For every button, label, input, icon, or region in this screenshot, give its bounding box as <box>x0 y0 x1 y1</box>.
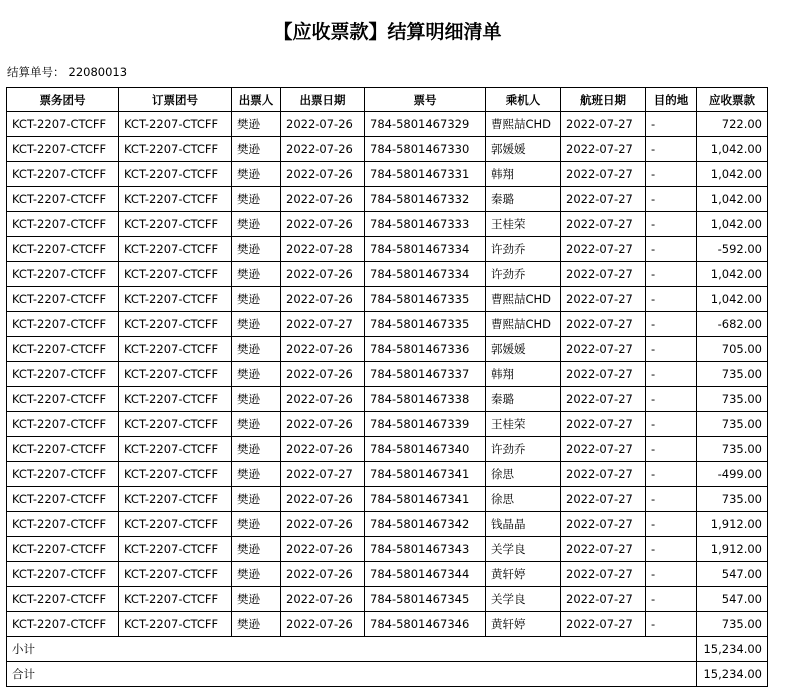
issue-date-cell: 2022-07-26 <box>281 112 365 137</box>
table-row <box>7 512 768 537</box>
issuer-cell: 樊逊 <box>232 137 281 162</box>
destination-cell: - <box>646 537 697 562</box>
ticket-number-cell: 784-5801467343 <box>365 537 486 562</box>
ticket-number-cell: 784-5801467345 <box>365 587 486 612</box>
settlement-number-label: 结算单号： <box>7 65 65 79</box>
issuer-cell: 樊逊 <box>232 112 281 137</box>
flight-date-cell: 2022-07-27 <box>561 362 646 387</box>
destination-cell: - <box>646 587 697 612</box>
destination-cell: - <box>646 312 697 337</box>
passenger-cell: 秦璐 <box>486 387 561 412</box>
receivable-cell: -682.00 <box>697 312 768 337</box>
passenger-cell: 钱晶晶 <box>486 512 561 537</box>
booking-group-cell: KCT-2207-CTCFF <box>119 162 232 187</box>
passenger-cell: 王桂荣 <box>486 412 561 437</box>
table-row <box>7 137 768 162</box>
receivable-cell: 1,042.00 <box>697 262 768 287</box>
receivable-cell: 547.00 <box>697 587 768 612</box>
issue-date-cell: 2022-07-28 <box>281 237 365 262</box>
receivable-cell: 722.00 <box>697 112 768 137</box>
destination-cell: - <box>646 512 697 537</box>
destination-cell: - <box>646 112 697 137</box>
column-header-booking-group: 订票团号 <box>119 88 232 112</box>
destination-cell: - <box>646 462 697 487</box>
destination-cell: - <box>646 237 697 262</box>
total-label: 合计 <box>7 662 697 687</box>
passenger-cell: 关学良 <box>486 587 561 612</box>
destination-cell: - <box>646 387 697 412</box>
destination-cell: - <box>646 362 697 387</box>
passenger-cell: 曹熙喆CHD <box>486 312 561 337</box>
ticket-number-cell: 784-5801467329 <box>365 112 486 137</box>
ticket-group-cell: KCT-2207-CTCFF <box>7 487 119 512</box>
destination-cell: - <box>646 612 697 637</box>
issuer-cell: 樊逊 <box>232 212 281 237</box>
issue-date-cell: 2022-07-26 <box>281 412 365 437</box>
column-header-destination: 目的地 <box>646 88 697 112</box>
issuer-cell: 樊逊 <box>232 262 281 287</box>
destination-cell: - <box>646 412 697 437</box>
table-row <box>7 387 768 412</box>
issuer-cell: 樊逊 <box>232 537 281 562</box>
booking-group-cell: KCT-2207-CTCFF <box>119 362 232 387</box>
passenger-cell: 许劲乔 <box>486 262 561 287</box>
flight-date-cell: 2022-07-27 <box>561 112 646 137</box>
booking-group-cell: KCT-2207-CTCFF <box>119 387 232 412</box>
issue-date-cell: 2022-07-26 <box>281 437 365 462</box>
table-row <box>7 412 768 437</box>
table-row <box>7 487 768 512</box>
passenger-cell: 王桂荣 <box>486 212 561 237</box>
destination-cell: - <box>646 137 697 162</box>
ticket-group-cell: KCT-2207-CTCFF <box>7 262 119 287</box>
table-row <box>7 437 768 462</box>
receivable-cell: -592.00 <box>697 237 768 262</box>
table-row <box>7 612 768 637</box>
page-title: 【应收票款】结算明细清单 <box>273 21 502 43</box>
issue-date-cell: 2022-07-26 <box>281 487 365 512</box>
receivable-cell: 735.00 <box>697 387 768 412</box>
column-header-receivable: 应收票款 <box>697 88 768 112</box>
destination-cell: - <box>646 162 697 187</box>
booking-group-cell: KCT-2207-CTCFF <box>119 487 232 512</box>
ticket-number-cell: 784-5801467346 <box>365 612 486 637</box>
ticket-number-cell: 784-5801467332 <box>365 187 486 212</box>
column-header-flight-date: 航班日期 <box>561 88 646 112</box>
ticket-number-cell: 784-5801467341 <box>365 462 486 487</box>
ticket-number-cell: 784-5801467334 <box>365 262 486 287</box>
destination-cell: - <box>646 487 697 512</box>
issuer-cell: 樊逊 <box>232 587 281 612</box>
passenger-cell: 徐思 <box>486 487 561 512</box>
table-body <box>7 112 768 637</box>
issue-date-cell: 2022-07-26 <box>281 187 365 212</box>
issue-date-cell: 2022-07-26 <box>281 337 365 362</box>
passenger-cell: 关学良 <box>486 537 561 562</box>
total-row <box>7 662 768 687</box>
subtotal-value: 15,234.00 <box>697 637 768 662</box>
issuer-cell: 樊逊 <box>232 362 281 387</box>
table-row <box>7 237 768 262</box>
issuer-cell: 樊逊 <box>232 562 281 587</box>
ticket-number-cell: 784-5801467341 <box>365 487 486 512</box>
ticket-group-cell: KCT-2207-CTCFF <box>7 562 119 587</box>
flight-date-cell: 2022-07-27 <box>561 337 646 362</box>
issuer-cell: 樊逊 <box>232 237 281 262</box>
flight-date-cell: 2022-07-27 <box>561 412 646 437</box>
ticket-group-cell: KCT-2207-CTCFF <box>7 387 119 412</box>
destination-cell: - <box>646 562 697 587</box>
issue-date-cell: 2022-07-26 <box>281 162 365 187</box>
issue-date-cell: 2022-07-26 <box>281 212 365 237</box>
subtotal-row <box>7 637 768 662</box>
table-row <box>7 337 768 362</box>
issuer-cell: 樊逊 <box>232 487 281 512</box>
receivable-cell: 1,042.00 <box>697 212 768 237</box>
flight-date-cell: 2022-07-27 <box>561 187 646 212</box>
booking-group-cell: KCT-2207-CTCFF <box>119 562 232 587</box>
ticket-group-cell: KCT-2207-CTCFF <box>7 412 119 437</box>
table-row <box>7 212 768 237</box>
issuer-cell: 樊逊 <box>232 412 281 437</box>
issuer-cell: 樊逊 <box>232 337 281 362</box>
issue-date-cell: 2022-07-26 <box>281 137 365 162</box>
ticket-number-cell: 784-5801467339 <box>365 412 486 437</box>
destination-cell: - <box>646 212 697 237</box>
issue-date-cell: 2022-07-27 <box>281 312 365 337</box>
booking-group-cell: KCT-2207-CTCFF <box>119 537 232 562</box>
destination-cell: - <box>646 437 697 462</box>
flight-date-cell: 2022-07-27 <box>561 312 646 337</box>
ticket-group-cell: KCT-2207-CTCFF <box>7 212 119 237</box>
receivable-cell: 1,912.00 <box>697 537 768 562</box>
destination-cell: - <box>646 337 697 362</box>
booking-group-cell: KCT-2207-CTCFF <box>119 462 232 487</box>
flight-date-cell: 2022-07-27 <box>561 487 646 512</box>
issue-date-cell: 2022-07-26 <box>281 612 365 637</box>
ticket-group-cell: KCT-2207-CTCFF <box>7 612 119 637</box>
booking-group-cell: KCT-2207-CTCFF <box>119 212 232 237</box>
receivable-cell: 735.00 <box>697 487 768 512</box>
ticket-group-cell: KCT-2207-CTCFF <box>7 362 119 387</box>
column-header-passenger: 乘机人 <box>486 88 561 112</box>
ticket-number-cell: 784-5801467337 <box>365 362 486 387</box>
settlement-detail-table <box>6 87 768 687</box>
passenger-cell: 韩翔 <box>486 162 561 187</box>
receivable-cell: 547.00 <box>697 562 768 587</box>
passenger-cell: 黄轩婷 <box>486 562 561 587</box>
column-header-issue-date: 出票日期 <box>281 88 365 112</box>
ticket-group-cell: KCT-2207-CTCFF <box>7 587 119 612</box>
issuer-cell: 樊逊 <box>232 187 281 212</box>
issue-date-cell: 2022-07-26 <box>281 262 365 287</box>
settlement-number-value: 22080013 <box>68 65 128 79</box>
issuer-cell: 樊逊 <box>232 287 281 312</box>
ticket-number-cell: 784-5801467338 <box>365 387 486 412</box>
table-row <box>7 287 768 312</box>
issuer-cell: 樊逊 <box>232 462 281 487</box>
flight-date-cell: 2022-07-27 <box>561 237 646 262</box>
flight-date-cell: 2022-07-27 <box>561 562 646 587</box>
flight-date-cell: 2022-07-27 <box>561 537 646 562</box>
flight-date-cell: 2022-07-27 <box>561 287 646 312</box>
ticket-group-cell: KCT-2207-CTCFF <box>7 187 119 212</box>
table-row <box>7 162 768 187</box>
ticket-group-cell: KCT-2207-CTCFF <box>7 162 119 187</box>
issuer-cell: 樊逊 <box>232 437 281 462</box>
booking-group-cell: KCT-2207-CTCFF <box>119 112 232 137</box>
ticket-group-cell: KCT-2207-CTCFF <box>7 112 119 137</box>
table-header-row <box>7 88 768 112</box>
destination-cell: - <box>646 262 697 287</box>
ticket-group-cell: KCT-2207-CTCFF <box>7 537 119 562</box>
settlement-number <box>7 64 127 80</box>
receivable-cell: 1,042.00 <box>697 137 768 162</box>
flight-date-cell: 2022-07-27 <box>561 212 646 237</box>
passenger-cell: 许劲乔 <box>486 437 561 462</box>
destination-cell: - <box>646 187 697 212</box>
booking-group-cell: KCT-2207-CTCFF <box>119 312 232 337</box>
ticket-number-cell: 784-5801467340 <box>365 437 486 462</box>
ticket-number-cell: 784-5801467334 <box>365 237 486 262</box>
issuer-cell: 樊逊 <box>232 162 281 187</box>
ticket-group-cell: KCT-2207-CTCFF <box>7 312 119 337</box>
ticket-group-cell: KCT-2207-CTCFF <box>7 512 119 537</box>
table-row <box>7 537 768 562</box>
flight-date-cell: 2022-07-27 <box>561 512 646 537</box>
table-row <box>7 362 768 387</box>
passenger-cell: 黄轩婷 <box>486 612 561 637</box>
table-row <box>7 262 768 287</box>
total-value: 15,234.00 <box>697 662 768 687</box>
destination-cell: - <box>646 287 697 312</box>
table-row <box>7 587 768 612</box>
booking-group-cell: KCT-2207-CTCFF <box>119 337 232 362</box>
passenger-cell: 曹熙喆CHD <box>486 112 561 137</box>
ticket-group-cell: KCT-2207-CTCFF <box>7 437 119 462</box>
table-row <box>7 462 768 487</box>
issue-date-cell: 2022-07-26 <box>281 387 365 412</box>
passenger-cell: 许劲乔 <box>486 237 561 262</box>
table-row <box>7 112 768 137</box>
issuer-cell: 樊逊 <box>232 512 281 537</box>
issue-date-cell: 2022-07-26 <box>281 287 365 312</box>
ticket-number-cell: 784-5801467331 <box>365 162 486 187</box>
passenger-cell: 郭媛媛 <box>486 337 561 362</box>
ticket-group-cell: KCT-2207-CTCFF <box>7 237 119 262</box>
receivable-cell: 735.00 <box>697 412 768 437</box>
issuer-cell: 樊逊 <box>232 312 281 337</box>
flight-date-cell: 2022-07-27 <box>561 162 646 187</box>
ticket-number-cell: 784-5801467330 <box>365 137 486 162</box>
ticket-number-cell: 784-5801467335 <box>365 287 486 312</box>
booking-group-cell: KCT-2207-CTCFF <box>119 412 232 437</box>
ticket-number-cell: 784-5801467344 <box>365 562 486 587</box>
receivable-cell: 1,042.00 <box>697 287 768 312</box>
flight-date-cell: 2022-07-27 <box>561 437 646 462</box>
booking-group-cell: KCT-2207-CTCFF <box>119 187 232 212</box>
issue-date-cell: 2022-07-26 <box>281 537 365 562</box>
passenger-cell: 徐思 <box>486 462 561 487</box>
issue-date-cell: 2022-07-27 <box>281 462 365 487</box>
booking-group-cell: KCT-2207-CTCFF <box>119 612 232 637</box>
passenger-cell: 秦璐 <box>486 187 561 212</box>
booking-group-cell: KCT-2207-CTCFF <box>119 437 232 462</box>
flight-date-cell: 2022-07-27 <box>561 462 646 487</box>
issue-date-cell: 2022-07-26 <box>281 587 365 612</box>
issuer-cell: 樊逊 <box>232 612 281 637</box>
booking-group-cell: KCT-2207-CTCFF <box>119 262 232 287</box>
issue-date-cell: 2022-07-26 <box>281 362 365 387</box>
issue-date-cell: 2022-07-26 <box>281 512 365 537</box>
table-row <box>7 187 768 212</box>
receivable-cell: 1,912.00 <box>697 512 768 537</box>
ticket-number-cell: 784-5801467342 <box>365 512 486 537</box>
booking-group-cell: KCT-2207-CTCFF <box>119 287 232 312</box>
table-row <box>7 562 768 587</box>
passenger-cell: 郭媛媛 <box>486 137 561 162</box>
receivable-cell: 735.00 <box>697 612 768 637</box>
issuer-cell: 樊逊 <box>232 387 281 412</box>
booking-group-cell: KCT-2207-CTCFF <box>119 237 232 262</box>
column-header-issuer: 出票人 <box>232 88 281 112</box>
passenger-cell: 曹熙喆CHD <box>486 287 561 312</box>
receivable-cell: 735.00 <box>697 437 768 462</box>
flight-date-cell: 2022-07-27 <box>561 137 646 162</box>
receivable-cell: -499.00 <box>697 462 768 487</box>
column-header-ticket-number: 票号 <box>365 88 486 112</box>
issue-date-cell: 2022-07-26 <box>281 562 365 587</box>
passenger-cell: 韩翔 <box>486 362 561 387</box>
ticket-group-cell: KCT-2207-CTCFF <box>7 462 119 487</box>
ticket-group-cell: KCT-2207-CTCFF <box>7 137 119 162</box>
receivable-cell: 705.00 <box>697 337 768 362</box>
ticket-group-cell: KCT-2207-CTCFF <box>7 337 119 362</box>
receivable-cell: 1,042.00 <box>697 187 768 212</box>
receivable-cell: 1,042.00 <box>697 162 768 187</box>
subtotal-label: 小计 <box>7 637 697 662</box>
ticket-number-cell: 784-5801467336 <box>365 337 486 362</box>
receivable-cell: 735.00 <box>697 362 768 387</box>
booking-group-cell: KCT-2207-CTCFF <box>119 137 232 162</box>
ticket-number-cell: 784-5801467333 <box>365 212 486 237</box>
flight-date-cell: 2022-07-27 <box>561 387 646 412</box>
column-header-ticket-group: 票务团号 <box>7 88 119 112</box>
ticket-number-cell: 784-5801467335 <box>365 312 486 337</box>
ticket-group-cell: KCT-2207-CTCFF <box>7 287 119 312</box>
booking-group-cell: KCT-2207-CTCFF <box>119 587 232 612</box>
flight-date-cell: 2022-07-27 <box>561 587 646 612</box>
flight-date-cell: 2022-07-27 <box>561 612 646 637</box>
table-row <box>7 312 768 337</box>
flight-date-cell: 2022-07-27 <box>561 262 646 287</box>
booking-group-cell: KCT-2207-CTCFF <box>119 512 232 537</box>
